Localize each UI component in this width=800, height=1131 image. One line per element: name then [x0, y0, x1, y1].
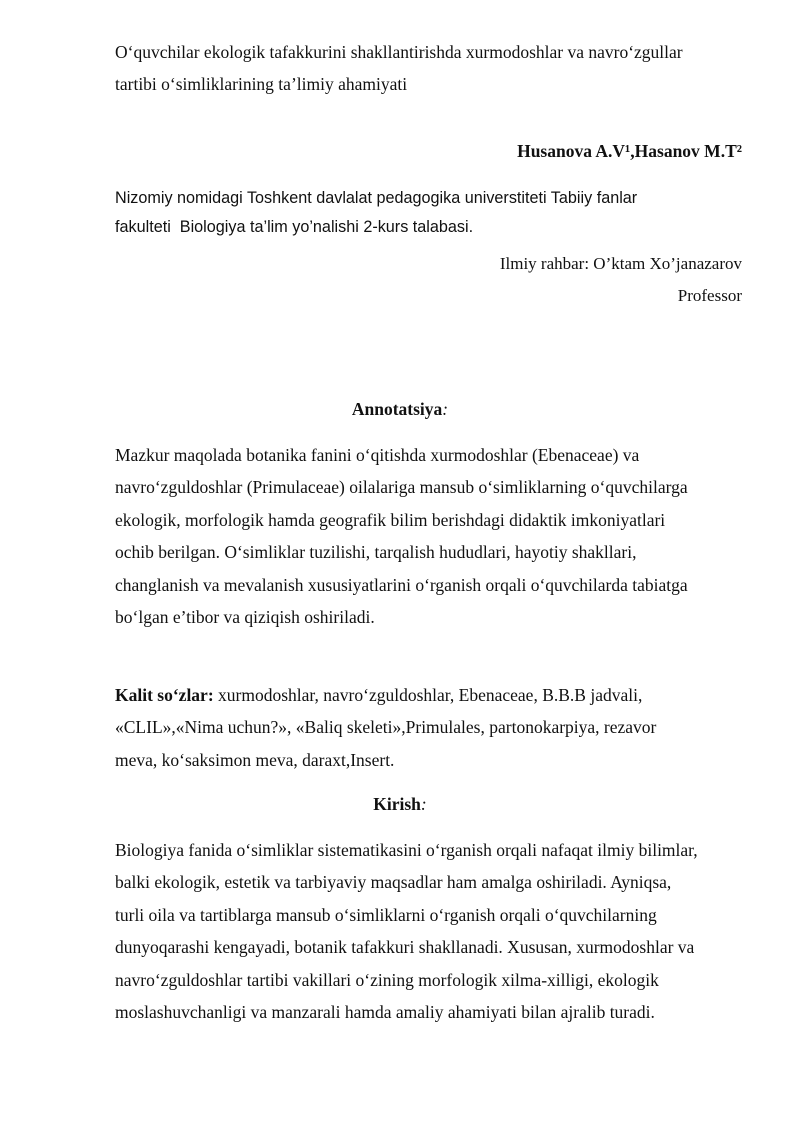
introduction-heading-colon: :: [420, 794, 427, 814]
keywords-line: «CLIL»,«Nima uchun?», «Baliq skeleti»,Primulales, partonokarpiya, rezavor: [115, 717, 657, 738]
annotation-heading-text: Annotatsiya: [351, 399, 443, 419]
keywords-line: meva, ko‘saksimon meva, daraxt,Insert.: [115, 749, 395, 770]
annotation-heading: [0, 399, 800, 420]
keywords-label: Kalit so‘zlar:: [115, 685, 214, 705]
affiliation-line: fakulteti Biologiya ta’lim yo’nalishi 2-kurs talabasi.: [115, 218, 474, 236]
title-line: O‘quvchilar ekologik tafakkurini shakllantirishda xurmodoshlar va navro‘zgullar: [115, 42, 683, 62]
annotation-line: Mazkur maqolada botanika fanini o‘qitishda xurmodoshlar (Ebenaceae) va: [115, 445, 640, 465]
introduction-line: dunyoqarashi kengayadi, botanik tafakkuri shakllanadi. Xususan, xurmodoshlar va: [115, 937, 695, 958]
article-title: [115, 36, 755, 100]
title-line: tartibi o‘simliklarining ta’limiy ahamiyati: [115, 74, 408, 94]
keywords-text: xurmodoshlar, navro‘zguldoshlar, Ebenaceae, B.B.B jadvali,: [213, 685, 643, 705]
introduction-line: balki ekologik, estetik va tarbiyaviy maqsadlar ham amalga oshiriladi. Ayniqsa,: [115, 872, 672, 893]
annotation-line: navro‘zguldoshlar (Primulaceae) oilalariga mansub o‘simliklarning o‘quvchilarga: [115, 477, 688, 498]
annotation-text: [115, 439, 755, 633]
annotation-line: changlanish va mevalanish xususiyatlarini o‘rganish orqali o‘quvchilarda tabiatga: [115, 574, 688, 595]
introduction-line: moslashuvchanligi va manzarali hamda amaliy ahamiyati bilan ajralib turadi.: [115, 1002, 655, 1023]
annotation-line: ochib berilgan. O‘simliklar tuzilishi, tarqalish hududlari, hayotiy shakllari,: [115, 542, 637, 563]
advisor-name: Ilmiy rahbar: O’ktam Xo’janazarov: [499, 254, 742, 273]
keywords-line: [115, 679, 755, 711]
authors: Husanova A.V¹,Hasanov M.T²: [517, 141, 742, 161]
annotation-heading-colon: :: [442, 399, 449, 419]
affiliation-line: Nizomiy nomidagi Toshkent davlalat pedagogika universtiteti Tabiiy fanlar: [115, 189, 638, 207]
introduction-text: [115, 834, 755, 1028]
advisor-title: Professor: [677, 286, 742, 305]
introduction-line: navro‘zguldoshlar tartibi vakillari o‘zining morfologik xilma-xilligi, ekologik: [115, 969, 659, 990]
keywords: [115, 679, 755, 776]
affiliation: [115, 184, 715, 242]
scientific-advisor: [500, 248, 742, 312]
annotation-line: ekologik, morfologik hamda geografik bilim berishdagi didaktik imkoniyatlari: [115, 509, 666, 530]
introduction-heading-text: Kirish: [373, 794, 421, 814]
introduction-line: Biologiya fanida o‘simliklar sistematikasini o‘rganish orqali nafaqat ilmiy bilimlar,: [115, 840, 698, 860]
introduction-line: turli oila va tartiblarga mansub o‘simliklarni o‘rganish orqali o‘quvchilarning: [115, 904, 657, 925]
annotation-line: bo‘lgan e’tibor va qiziqish oshiriladi.: [115, 607, 375, 628]
introduction-heading: [0, 794, 800, 815]
